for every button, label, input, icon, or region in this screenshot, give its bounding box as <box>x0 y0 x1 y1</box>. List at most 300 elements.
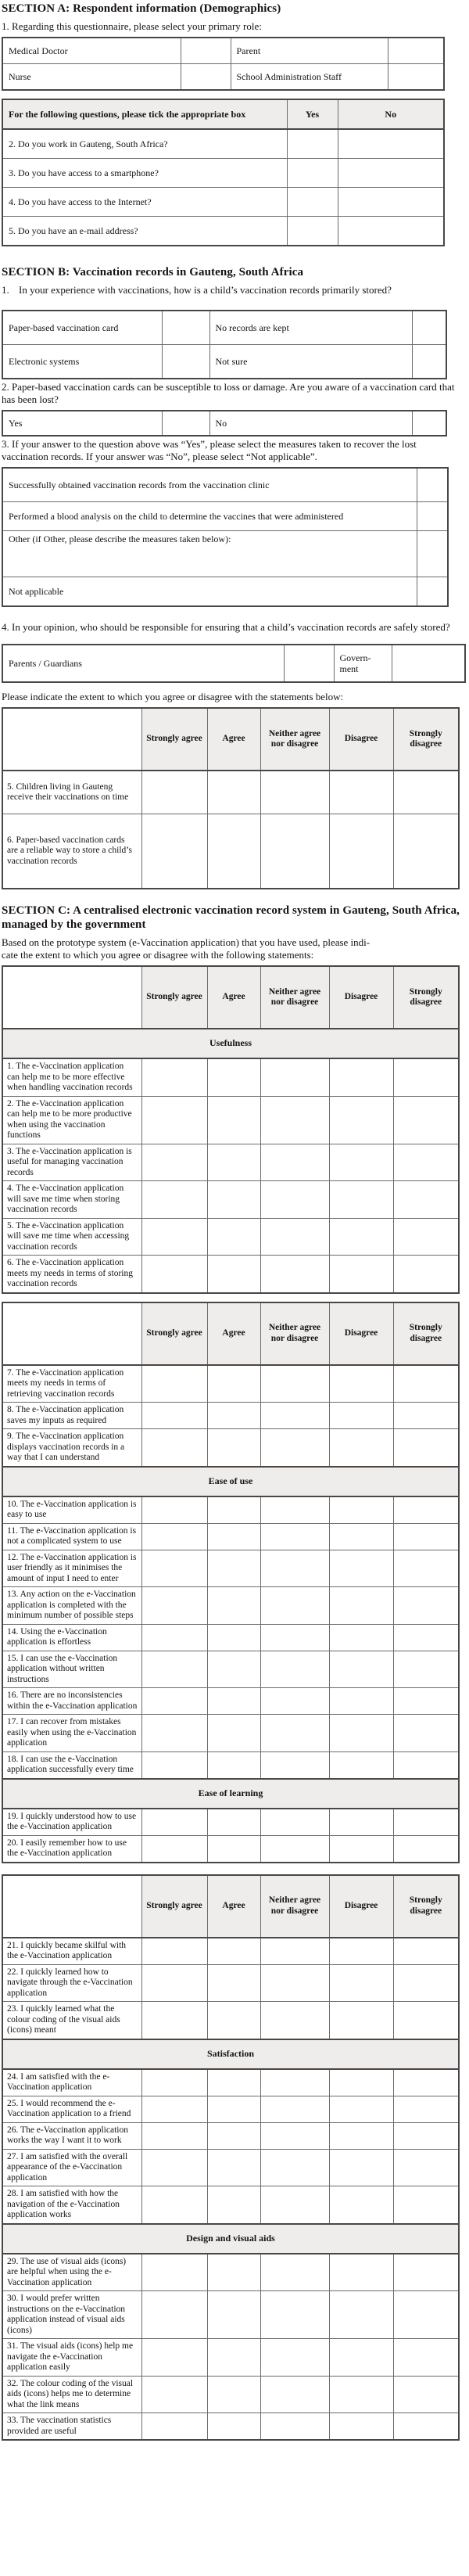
answer-cell[interactable] <box>260 1751 329 1779</box>
answer-cell[interactable] <box>141 1715 207 1752</box>
statement: 1. The e-Vaccination application can help me to be more effective when handling vaccination records <box>2 1058 141 1096</box>
role-label: Nurse <box>2 64 181 91</box>
statement: 19. I quickly understood how to use the e-Vaccination application <box>2 1809 141 1836</box>
answer-cell[interactable] <box>141 2096 207 2122</box>
answer-cell[interactable] <box>329 2122 393 2149</box>
answer-cell[interactable] <box>260 1651 329 1688</box>
answer-cell[interactable] <box>207 2002 260 2039</box>
answer-cell[interactable] <box>260 2002 329 2039</box>
answer-cell[interactable] <box>329 1096 393 1144</box>
answer-cell-no[interactable] <box>338 188 444 217</box>
answer-cell-government[interactable] <box>392 645 465 682</box>
answer-cell[interactable] <box>329 1429 393 1467</box>
option-label: Paper-based vaccination card <box>2 311 162 345</box>
section-a-q1: 1. Regarding this questionnaire, please select your primary role: <box>2 20 262 32</box>
option-header: Disagree <box>329 1875 393 1938</box>
answer-cell[interactable] <box>207 1058 260 1096</box>
role-table <box>2 37 445 91</box>
answer-cell[interactable] <box>207 2069 260 2096</box>
answer-cell[interactable] <box>207 2122 260 2149</box>
answer-cell[interactable] <box>393 1751 459 1779</box>
likert-row <box>2 1218 459 1256</box>
answer-cell[interactable] <box>393 2149 459 2186</box>
likert-header-row <box>2 1302 459 1365</box>
category-band <box>2 2039 459 2069</box>
storage-table <box>2 310 447 379</box>
answer-cell[interactable] <box>393 1651 459 1688</box>
answer-cell[interactable] <box>329 2149 393 2186</box>
answer-cell[interactable] <box>207 814 260 889</box>
answer-cell[interactable] <box>207 771 260 814</box>
answer-cell[interactable] <box>207 2339 260 2377</box>
answer-cell[interactable] <box>329 1218 393 1256</box>
answer-cell[interactable] <box>141 2122 207 2149</box>
table-row <box>2 531 448 577</box>
likert-header-row <box>2 966 459 1029</box>
answer-cell[interactable] <box>260 2413 329 2441</box>
answer-cell[interactable] <box>260 1181 329 1219</box>
answer-cell[interactable] <box>393 2376 459 2413</box>
answer-cell[interactable] <box>260 1523 329 1550</box>
answer-cell[interactable] <box>393 1715 459 1752</box>
responsibility-table <box>2 644 466 683</box>
answer-cell[interactable] <box>393 1938 459 1965</box>
answer-cell[interactable] <box>260 1550 329 1587</box>
statement: 26. The e-Vaccination application works the way I want it to work <box>2 2122 141 2149</box>
answer-cell[interactable] <box>207 1550 260 1587</box>
answer-cell[interactable] <box>329 2002 393 2039</box>
answer-cell[interactable] <box>207 1715 260 1752</box>
likert-row <box>2 2096 459 2122</box>
no-header: No <box>338 99 444 129</box>
answer-cell[interactable] <box>260 2096 329 2122</box>
answer-cell[interactable] <box>329 1624 393 1651</box>
answer-cell[interactable] <box>393 1587 459 1625</box>
table-row <box>2 64 444 91</box>
answer-cell-parent[interactable] <box>388 38 444 64</box>
answer-cell[interactable] <box>329 1144 393 1181</box>
option-header: Agree <box>207 708 260 771</box>
answer-cell[interactable] <box>393 1218 459 1256</box>
answer-cell[interactable] <box>393 1496 459 1524</box>
answer-cell-yes[interactable] <box>287 188 338 217</box>
band-label: Ease of use <box>2 1467 459 1496</box>
likert-row <box>2 771 459 814</box>
likert-header-row <box>2 1875 459 1938</box>
answer-cell[interactable] <box>260 2186 329 2224</box>
likert-row <box>2 1938 459 1965</box>
answer-cell[interactable] <box>141 1218 207 1256</box>
answer-cell[interactable] <box>329 1058 393 1096</box>
answer-cell[interactable] <box>207 2376 260 2413</box>
answer-cell[interactable] <box>393 2339 459 2377</box>
answer-cell[interactable] <box>393 1835 459 1863</box>
answer-cell[interactable] <box>329 2069 393 2096</box>
answer-cell[interactable] <box>207 1809 260 1836</box>
answer-cell[interactable] <box>393 1624 459 1651</box>
option-header: Disagree <box>329 1302 393 1365</box>
option-label: Not sure <box>209 345 412 379</box>
answer-cell[interactable] <box>329 1181 393 1219</box>
yes-no-table <box>2 99 445 246</box>
answer-cell[interactable] <box>141 2069 207 2096</box>
answer-cell[interactable] <box>260 771 329 814</box>
corner-cell <box>2 1875 141 1938</box>
role-label: Parent <box>231 38 388 64</box>
answer-cell[interactable] <box>329 1835 393 1863</box>
answer-cell[interactable] <box>207 1429 260 1467</box>
answer-cell[interactable] <box>207 1688 260 1715</box>
statement: 30. I would prefer written instructions on the e-Vaccination application instead of visual aids (icons) <box>2 2291 141 2339</box>
answer-cell[interactable] <box>260 1429 329 1467</box>
answer-cell[interactable] <box>393 814 459 889</box>
answer-cell[interactable] <box>393 1550 459 1587</box>
answer-cell[interactable] <box>260 1964 329 2002</box>
answer-cell[interactable] <box>329 2291 393 2339</box>
statement: 9. The e-Vaccination application displays vaccination records in a way that I can understand <box>2 1429 141 1467</box>
lost-card-table <box>2 410 447 437</box>
answer-cell[interactable] <box>141 1624 207 1651</box>
answer-cell[interactable] <box>260 1256 329 1293</box>
likert-row <box>2 814 459 889</box>
answer-cell-not-applicable[interactable] <box>417 577 448 607</box>
option-header: Neither agree nor disagree <box>260 708 329 771</box>
answer-cell[interactable] <box>329 1403 393 1429</box>
answer-cell[interactable] <box>329 1587 393 1625</box>
option-label: Electronic systems <box>2 345 162 379</box>
answer-cell-yes[interactable] <box>162 411 209 436</box>
answer-cell[interactable] <box>141 2149 207 2186</box>
answer-cell[interactable] <box>329 2339 393 2377</box>
answer-cell[interactable] <box>260 1058 329 1096</box>
answer-cell[interactable] <box>393 1688 459 1715</box>
answer-cell[interactable] <box>260 1365 329 1403</box>
answer-cell[interactable] <box>207 1587 260 1625</box>
statement: 20. I easily remember how to use the e-Vaccination application <box>2 1835 141 1863</box>
answer-cell[interactable] <box>393 1365 459 1403</box>
answer-cell[interactable] <box>207 2096 260 2122</box>
answer-cell[interactable] <box>329 1688 393 1715</box>
likert-row <box>2 2149 459 2186</box>
answer-cell[interactable] <box>141 2291 207 2339</box>
answer-cell-no[interactable] <box>412 411 446 436</box>
answer-cell[interactable] <box>329 1550 393 1587</box>
answer-cell[interactable] <box>141 1256 207 1293</box>
answer-cell[interactable] <box>207 1096 260 1144</box>
likert-table-b <box>2 707 460 889</box>
likert-row <box>2 1651 459 1688</box>
statement: 11. The e-Vaccination application is not a complicated system to use <box>2 1523 141 1550</box>
answer-cell[interactable] <box>141 814 207 889</box>
option-header: Neither agree nor disagree <box>260 1875 329 1938</box>
answer-cell[interactable] <box>207 1403 260 1429</box>
answer-cell[interactable] <box>141 2254 207 2291</box>
answer-cell[interactable] <box>207 1218 260 1256</box>
answer-cell[interactable] <box>141 1688 207 1715</box>
answer-cell[interactable] <box>260 1809 329 1836</box>
answer-cell[interactable] <box>141 2002 207 2039</box>
answer-cell[interactable] <box>141 2413 207 2441</box>
band-label: Design and visual aids <box>2 2224 459 2254</box>
answer-cell-school-admin[interactable] <box>388 64 444 91</box>
category-band <box>2 1467 459 1496</box>
answer-cell[interactable] <box>141 1403 207 1429</box>
answer-cell[interactable] <box>207 1181 260 1219</box>
answer-cell[interactable] <box>207 2254 260 2291</box>
answer-cell[interactable] <box>141 1496 207 1524</box>
band-label: Usefulness <box>2 1029 459 1058</box>
answer-cell-no-records[interactable] <box>412 311 446 345</box>
option-header: Disagree <box>329 708 393 771</box>
answer-cell[interactable] <box>141 771 207 814</box>
band-label: Satisfaction <box>2 2039 459 2069</box>
answer-cell[interactable] <box>207 1624 260 1651</box>
option-header: Agree <box>207 966 260 1029</box>
answer-cell-clinic[interactable] <box>417 468 448 502</box>
answer-cell[interactable] <box>141 1835 207 1863</box>
answer-cell[interactable] <box>207 1835 260 1863</box>
option-header: Strongly disagree <box>393 966 459 1029</box>
question-label: 4. Do you have access to the Internet? <box>2 188 287 217</box>
category-band <box>2 2224 459 2254</box>
answer-cell[interactable] <box>393 1058 459 1096</box>
likert-row <box>2 2122 459 2149</box>
likert-row <box>2 1550 459 1587</box>
question-text: In your experience with vaccinations, how is a child’s vaccination records primarily stored? <box>19 284 392 296</box>
answer-cell[interactable] <box>329 2186 393 2224</box>
answer-cell-yes[interactable] <box>287 129 338 159</box>
answer-cell[interactable] <box>141 1365 207 1403</box>
answer-cell[interactable] <box>329 1256 393 1293</box>
table-row <box>2 345 446 379</box>
answer-cell[interactable] <box>393 1096 459 1144</box>
option-label: No <box>209 411 412 436</box>
answer-cell[interactable] <box>329 1964 393 2002</box>
answer-cell[interactable] <box>260 1715 329 1752</box>
answer-cell[interactable] <box>260 2339 329 2377</box>
answer-cell[interactable] <box>207 1365 260 1403</box>
statement: 7. The e-Vaccination application meets my needs in terms of retrieving vaccination records <box>2 1365 141 1403</box>
answer-cell[interactable] <box>207 2291 260 2339</box>
option-label: Parents / Guardians <box>2 645 284 682</box>
option-label: Yes <box>2 411 162 436</box>
answer-cell[interactable] <box>329 1938 393 1965</box>
answer-cell[interactable] <box>260 2291 329 2339</box>
likert-row <box>2 1751 459 1779</box>
likert-table-c2 <box>2 1302 460 1863</box>
statement: 12. The e-Vaccination application is user friendly as it minimises the amount of input I need to enter <box>2 1550 141 1587</box>
answer-cell[interactable] <box>393 2069 459 2096</box>
answer-cell[interactable] <box>329 1365 393 1403</box>
answer-cell[interactable] <box>329 1496 393 1524</box>
role-label: Medical Doctor <box>2 38 181 64</box>
answer-cell[interactable] <box>141 1751 207 1779</box>
answer-cell[interactable] <box>207 1523 260 1550</box>
statement: 27. I am satisfied with the overall appearance of the e-Vaccination application <box>2 2149 141 2186</box>
answer-cell[interactable] <box>329 2096 393 2122</box>
answer-cell[interactable] <box>141 1181 207 1219</box>
option-label: Successfully obtained vaccination records from the vaccination clinic <box>2 468 417 502</box>
answer-cell[interactable] <box>393 2186 459 2224</box>
statement: 18. I can use the e-Vaccination application successfully every time <box>2 1751 141 1779</box>
answer-cell[interactable] <box>260 1587 329 1625</box>
answer-cell[interactable] <box>329 1651 393 1688</box>
answer-cell-yes[interactable] <box>287 159 338 188</box>
answer-cell-no[interactable] <box>338 217 444 246</box>
answer-cell[interactable] <box>207 2413 260 2441</box>
answer-cell[interactable] <box>141 1809 207 1836</box>
answer-cell-nurse[interactable] <box>181 64 231 91</box>
answer-cell[interactable] <box>141 2186 207 2224</box>
answer-cell[interactable] <box>393 1403 459 1429</box>
answer-cell[interactable] <box>329 2413 393 2441</box>
answer-cell[interactable] <box>329 2254 393 2291</box>
answer-cell[interactable] <box>260 1144 329 1181</box>
likert-row <box>2 1688 459 1715</box>
likert-row <box>2 1809 459 1836</box>
answer-cell[interactable] <box>207 2149 260 2186</box>
likert-table-c1 <box>2 965 460 1294</box>
answer-cell[interactable] <box>393 2122 459 2149</box>
answer-cell[interactable] <box>207 1256 260 1293</box>
answer-cell-other[interactable] <box>417 531 448 577</box>
option-label: Performed a blood analysis on the child to determine the vaccines that were administered <box>2 502 417 531</box>
answer-cell-no[interactable] <box>338 159 444 188</box>
likert-intro-b: Please indicate the extent to which you agree or disagree with the statements below: <box>2 691 344 702</box>
category-band <box>2 1029 459 1058</box>
table-row <box>2 411 446 436</box>
answer-cell[interactable] <box>393 1144 459 1181</box>
likert-row <box>2 2413 459 2441</box>
answer-cell[interactable] <box>207 1938 260 1965</box>
answer-cell[interactable] <box>329 1523 393 1550</box>
answer-cell[interactable] <box>260 1835 329 1863</box>
answer-cell[interactable] <box>141 1587 207 1625</box>
question-label: 3. Do you have access to a smartphone? <box>2 159 287 188</box>
table-row <box>2 311 446 345</box>
answer-cell[interactable] <box>260 1624 329 1651</box>
statement: 32. The colour coding of the visual aids (icons) helps me to determine what the link means <box>2 2376 141 2413</box>
statement: 10. The e-Vaccination application is easy to use <box>2 1496 141 1524</box>
answer-cell[interactable] <box>393 2002 459 2039</box>
answer-cell[interactable] <box>393 771 459 814</box>
likert-row <box>2 1365 459 1403</box>
answer-cell[interactable] <box>260 814 329 889</box>
option-header: Strongly agree <box>141 966 207 1029</box>
answer-cell[interactable] <box>260 1688 329 1715</box>
statement: 28. I am satisfied with how the navigation of the e-Vaccination application works <box>2 2186 141 2224</box>
section-b-title: SECTION B: Vaccination records in Gauteng, South Africa <box>2 266 304 278</box>
answer-cell[interactable] <box>260 2122 329 2149</box>
answer-cell-not-sure[interactable] <box>412 345 446 379</box>
statement: 33. The vaccination statistics provided are useful <box>2 2413 141 2441</box>
answer-cell[interactable] <box>260 1096 329 1144</box>
answer-cell[interactable] <box>393 2413 459 2441</box>
likert-header-row <box>2 708 459 771</box>
answer-cell-blood-analysis[interactable] <box>417 502 448 531</box>
answer-cell[interactable] <box>260 1403 329 1429</box>
question-label: 5. Do you have an e-mail address? <box>2 217 287 246</box>
table-row <box>2 38 444 64</box>
answer-cell[interactable] <box>260 2069 329 2096</box>
answer-cell-medical-doctor[interactable] <box>181 38 231 64</box>
answer-cell[interactable] <box>207 1144 260 1181</box>
answer-cell[interactable] <box>393 1181 459 1219</box>
statement: 5. Children living in Gauteng receive their vaccinations on time <box>2 771 141 814</box>
section-a-title: SECTION A: Respondent information (Demographics) <box>2 2 281 15</box>
answer-cell[interactable] <box>393 2096 459 2122</box>
section-b-q4: 4. In your opinion, who should be responsible for ensuring that a child’s vaccination records are safely stored? <box>2 621 450 633</box>
option-header: Strongly agree <box>141 708 207 771</box>
answer-cell[interactable] <box>260 2376 329 2413</box>
answer-cell[interactable] <box>207 1964 260 2002</box>
answer-cell[interactable] <box>329 2376 393 2413</box>
statement: 8. The e-Vaccination application saves my inputs as required <box>2 1403 141 1429</box>
answer-cell[interactable] <box>141 1096 207 1144</box>
answer-cell[interactable] <box>393 2291 459 2339</box>
likert-row <box>2 1835 459 1863</box>
answer-cell[interactable] <box>329 771 393 814</box>
answer-cell[interactable] <box>393 1809 459 1836</box>
answer-cell[interactable] <box>141 1058 207 1096</box>
answer-cell[interactable] <box>260 2149 329 2186</box>
answer-cell[interactable] <box>260 1496 329 1524</box>
recovery-table <box>2 467 449 607</box>
option-label: Not applicable <box>2 577 417 607</box>
answer-cell[interactable] <box>141 1429 207 1467</box>
answer-cell[interactable] <box>141 1938 207 1965</box>
answer-cell[interactable] <box>141 1550 207 1587</box>
question-number: 1. <box>2 284 9 296</box>
likert-row <box>2 1587 459 1625</box>
answer-cell[interactable] <box>329 1809 393 1836</box>
answer-cell[interactable] <box>329 1751 393 1779</box>
answer-cell-electronic[interactable] <box>162 345 209 379</box>
statement: 16. There are no inconsistencies within the e-Vaccination application <box>2 1688 141 1715</box>
answer-cell-yes[interactable] <box>287 217 338 246</box>
answer-cell[interactable] <box>207 1651 260 1688</box>
answer-cell[interactable] <box>141 1144 207 1181</box>
answer-cell[interactable] <box>141 1651 207 1688</box>
question-label: 2. Do you work in Gauteng, South Africa? <box>2 129 287 159</box>
answer-cell[interactable] <box>141 2376 207 2413</box>
answer-cell[interactable] <box>260 1938 329 1965</box>
answer-cell[interactable] <box>141 1523 207 1550</box>
answer-cell[interactable] <box>141 1964 207 2002</box>
answer-cell[interactable] <box>329 1715 393 1752</box>
answer-cell[interactable] <box>141 2339 207 2377</box>
answer-cell[interactable] <box>207 2186 260 2224</box>
answer-cell[interactable] <box>393 2254 459 2291</box>
answer-cell[interactable] <box>393 1523 459 1550</box>
likert-row <box>2 1181 459 1219</box>
answer-cell[interactable] <box>260 2254 329 2291</box>
likert-row <box>2 1058 459 1096</box>
answer-cell[interactable] <box>207 1751 260 1779</box>
table-row <box>2 577 448 607</box>
answer-cell[interactable] <box>329 814 393 889</box>
answer-cell-no[interactable] <box>338 129 444 159</box>
answer-cell[interactable] <box>393 1964 459 2002</box>
answer-cell-parents[interactable] <box>284 645 334 682</box>
answer-cell[interactable] <box>207 1496 260 1524</box>
answer-cell[interactable] <box>393 1256 459 1293</box>
answer-cell[interactable] <box>260 1218 329 1256</box>
option-header: Neither agree nor disagree <box>260 966 329 1029</box>
answer-cell[interactable] <box>393 1429 459 1467</box>
answer-cell-paper-card[interactable] <box>162 311 209 345</box>
likert-row <box>2 1144 459 1181</box>
